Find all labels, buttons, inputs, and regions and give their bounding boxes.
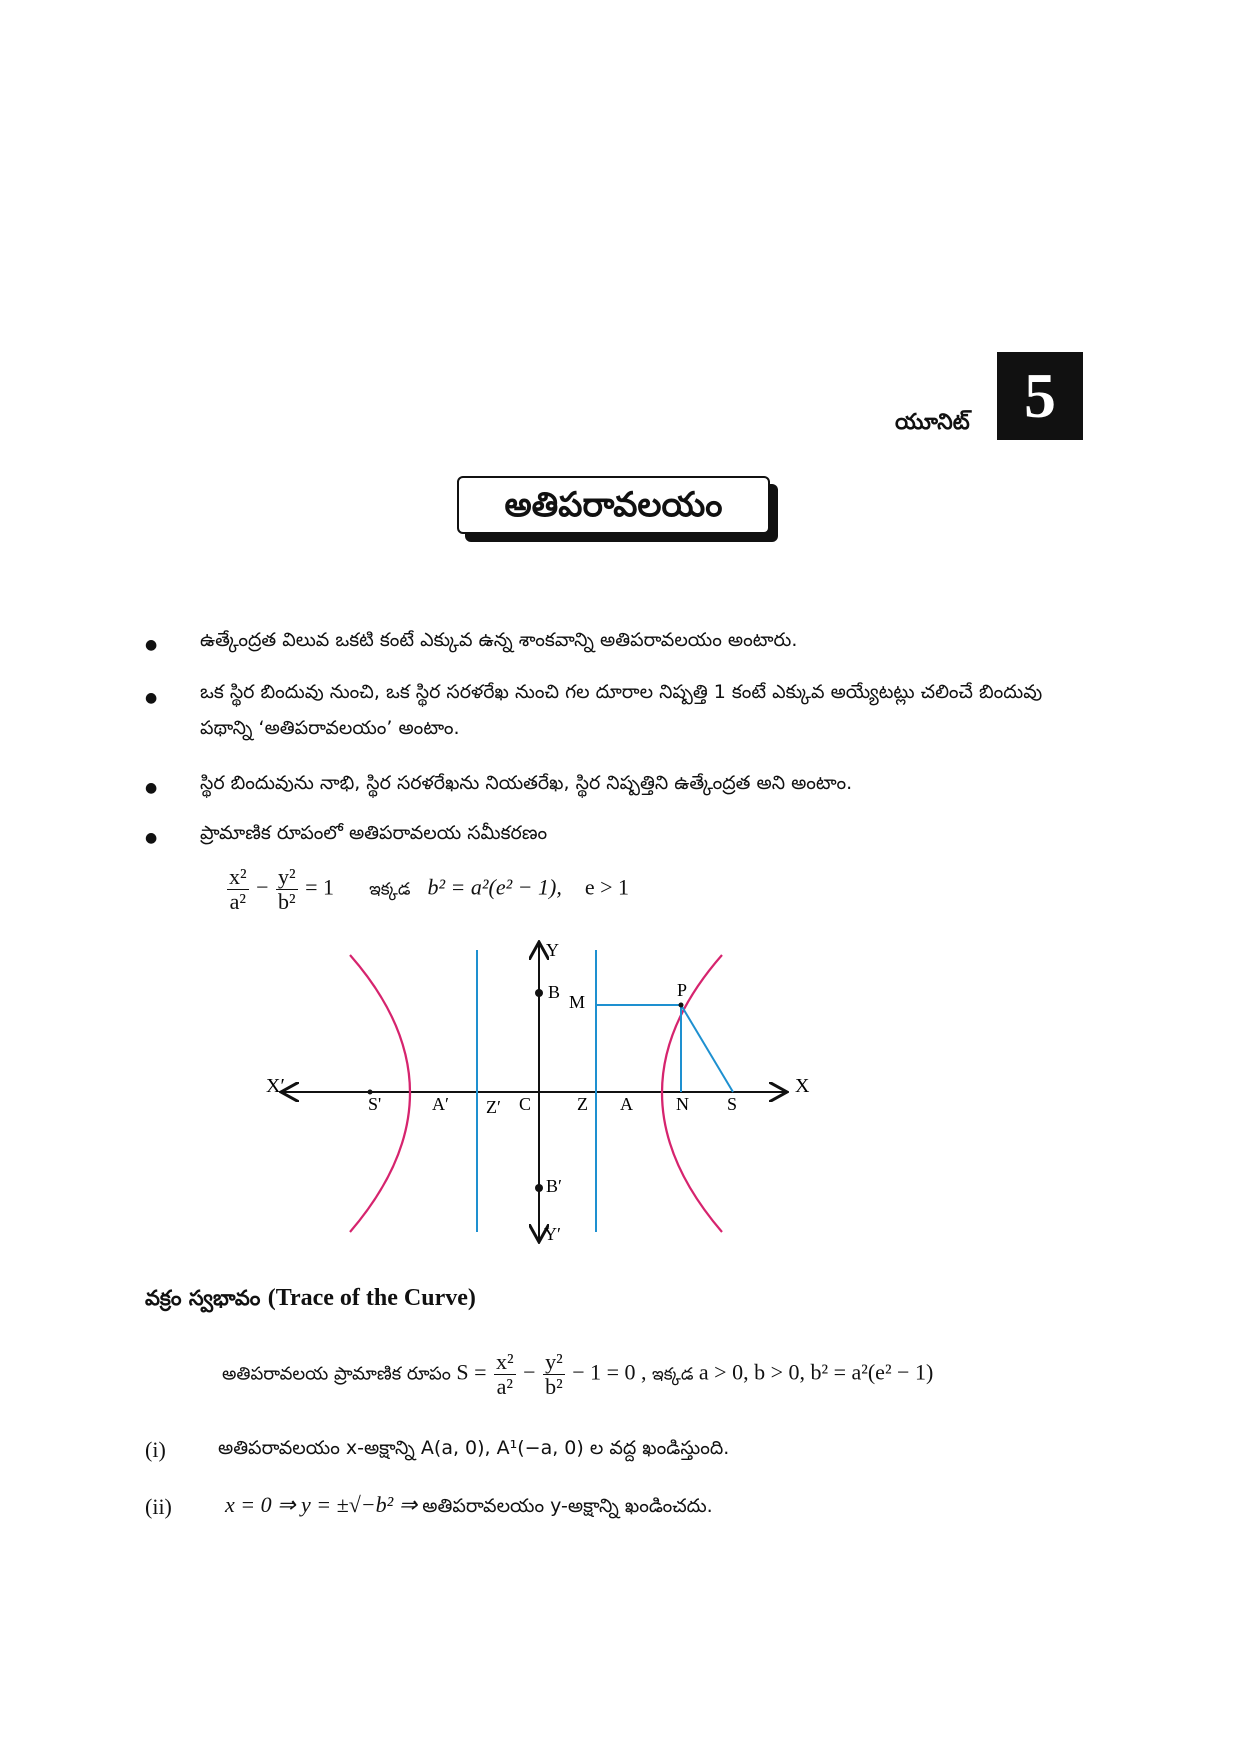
item-number: (i) (145, 1437, 166, 1462)
bullet-text-4: ప్రామాణిక రూపంలో అతిపరావలయ సమీకరణం (200, 822, 548, 844)
section-title-en: (Trace of the Curve) (267, 1285, 476, 1311)
section-title-te: వక్రం స్వభావం (145, 1286, 261, 1310)
label-s: S (727, 1094, 738, 1114)
label-n: N (676, 1094, 689, 1114)
eq-x-num: x² (229, 864, 247, 889)
point-b-prime (535, 1184, 543, 1192)
label-a-prime: A′ (432, 1094, 449, 1114)
label-z: Z (577, 1094, 588, 1114)
sf-tail: − 1 = 0 , (572, 1359, 647, 1385)
eq-condition: b² = a²(e² − 1), (427, 874, 562, 900)
item-line (225, 1492, 713, 1522)
standard-form-s: S = (456, 1359, 487, 1385)
bullet-icon: ● (145, 830, 158, 846)
item-math: x = 0 ⇒ y = ±√−b² ⇒ (225, 1492, 418, 1517)
sf-minus: − (523, 1359, 536, 1385)
label-b: B (548, 982, 561, 1002)
eq-y-num: y² (278, 864, 296, 889)
unit-number-badge: 5 (997, 352, 1083, 440)
eq-x-den: a² (229, 889, 246, 914)
bullet-icon: ● (145, 780, 158, 796)
item-number: (ii) (145, 1494, 172, 1519)
chapter-title: అతిపరావలయం (457, 476, 770, 534)
sf-conditions: a > 0, b > 0, b² = a²(e² − 1) (698, 1359, 934, 1385)
label-x-prime: X′ (266, 1075, 285, 1097)
standard-form-line (222, 1350, 933, 1399)
bullet-text-2: ఒక స్థిర బిందువు నుంచి, ఒక స్థిర సరళరేఖ నుంచి గల దూరాల నిష్పత్తి 1 కంటే ఎక్కువ అయ్యేటట్లు చలించే బిందువు పథాన్ని ‘అతిపరావలయం’ అంటాం. (200, 681, 1043, 739)
item-text: అతిపరావలయం x-అక్షాన్ని A(a, 0), A¹(−a, 0) ల వద్ద ఖండిస్తుంది. (218, 1437, 730, 1459)
hyperbola-right-branch (662, 955, 722, 1232)
eq-minus: − (256, 874, 269, 900)
label-s-prime: S' (368, 1094, 382, 1114)
eq-where: ఇక్కడ (369, 879, 411, 900)
point-p (679, 1003, 684, 1008)
label-b-prime: B′ (546, 1176, 562, 1196)
label-y: Y (546, 940, 559, 960)
segment-ps (681, 1005, 733, 1092)
section-heading (145, 1285, 476, 1316)
label-a: A (620, 1094, 633, 1114)
eq-y-den: b² (278, 889, 296, 914)
bullet-text-3: స్థిర బిందువును నాభి, స్థిర సరళరేఖను నియతరేఖ, స్థిర నిష్పత్తిని ఉత్కేంద్రత అని అంటాం. (200, 772, 853, 794)
label-p: P (677, 980, 688, 1000)
unit-label: యూనిట్ (895, 410, 970, 435)
label-y-prime: Y′ (544, 1224, 561, 1244)
standard-form-intro: అతిపరావలయ ప్రామాణిక రూపం (222, 1363, 451, 1385)
eq-eccentricity: e > 1 (584, 874, 630, 900)
sf-where: ఇక్కడ (652, 1364, 694, 1385)
bullet-icon: ● (145, 637, 158, 653)
label-m: M (569, 992, 586, 1012)
label-x: X (795, 1075, 810, 1097)
bullet-icon: ● (145, 690, 158, 706)
point-b (535, 989, 543, 997)
sf-x-den: a² (496, 1374, 514, 1399)
sf-y-den: b² (545, 1374, 563, 1399)
item-text: అతిపరావలయం y-అక్షాన్ని ఖండించదు. (422, 1495, 713, 1517)
sf-x-num: x² (496, 1349, 514, 1374)
sf-y-num: y² (545, 1349, 563, 1374)
bullet-text-1: ఉత్కేంద్రత విలువ ఒకటి కంటే ఎక్కువ ఉన్న శాంకవాన్ని అతిపరావలయం అంటారు. (200, 629, 798, 651)
label-c: C (519, 1094, 532, 1114)
eq-rhs: = 1 (305, 874, 335, 900)
label-z-prime: Z′ (486, 1097, 501, 1117)
